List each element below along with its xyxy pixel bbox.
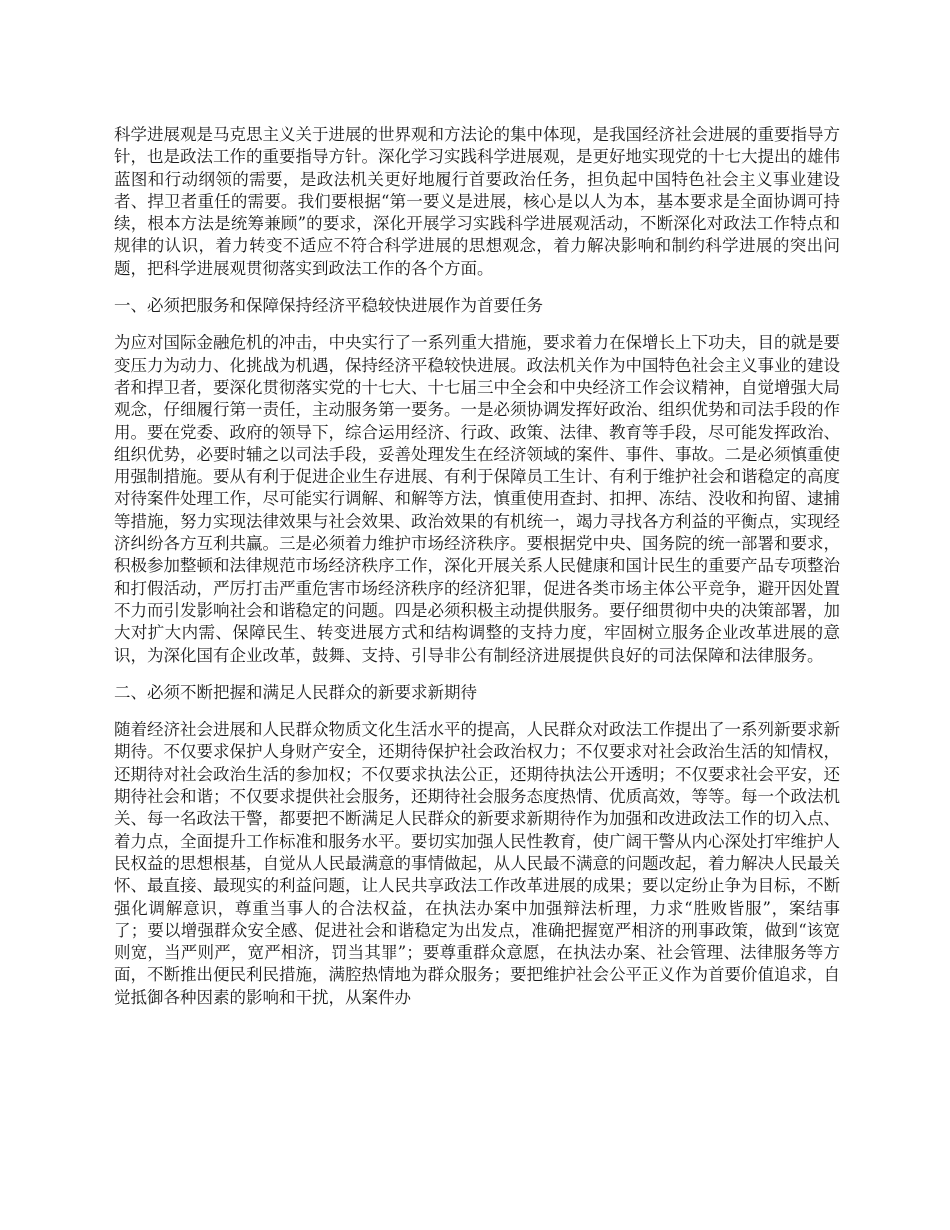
section-heading-2: 二、必须不断把握和满足人民群众的新要求新期待 [114,682,477,702]
paragraph-section-2: 随着经济社会进展和人民群众物质文化生活水平的提高，人民群众对政法工作提出了一系列新要求新期待。不仅要求保护人身财产安全，还期待保护社会政治权力；不仅要求对社会政治生活的知情权，还期待对社会政治生活的参加权；不仅要求执法公正，还期待执法公开透明；不仅要求社会平安，还期待社会和谐；不仅要求提供社会服务，还期待社会服务态度热情、优质高效，等等。每一个政法机关、每一名政法干警，都要把不断满足人民群众的新要求新期待作为加强和改进政法工作的切入点、着力点，全面提升工作标准和服务水平。要切实加强人民性教育，使广阔干警从内心深处打牢维护人民权益的思想根基，自觉从人民最满意的事情做起，从人民最不满意的问题改起，着力解决人民最关怀、最直接、最现实的利益问题，让人民共享政法工作改革进展的成果；要以定纷止争为目标，不断强化调解意识，尊重当事人的合法权益，在执法办案中加强辩法析理，力求“胜败皆服”，案结事了；要以增强群众安全感、促进社会和谐稳定为出发点，准确把握宽严相济的刑事政策，做到“该宽则宽，当严则严，宽严相济，罚当其罪”；要尊重群众意愿，在执法办案、社会管理、法律服务等方面，不断推出便民利民措施，满腔热情地为群众服务；要把维护社会公平正义作为首要价值追求，自觉抵御各种因素的影响和干扰，从案件办 [114,720,840,1007]
paragraph-intro: 科学进展观是马克思主义关于进展的世界观和方法论的集中体现，是我国经济社会进展的重要指导方针，也是政法工作的重要指导方针。深化学习实践科学进展观，是更好地实现党的十七大提出的雄伟蓝图和行动纲领的需要，是政法机关更好地履行首要政治任务，担负起中国特色社会主义事业建设者、捍卫者重任的需要。我们要根据“第一要义是进展，核心是以人为本，基本要求是全面协调可持续，根本方法是统筹兼顾”的要求，深化开展学习实践科学进展观活动，不断深化对政法工作特点和规律的认识，着力转变不适应不符合科学进展的思想观念，着力解决影响和制约科学进展的突出问题，把科学进展观贯彻落实到政法工作的各个方面。 [114,125,840,278]
document-page [114,124,840,1024]
section-heading-1: 一、必须把服务和保障保持经济平稳较快进展作为首要任务 [114,296,543,316]
paragraph-section-1: 为应对国际金融危机的冲击，中央实行了一系列重大措施，要求着力在保增长上下功夫，目的就是要变压力为动力、化挑战为机遇，保持经济平稳较快进展。政法机关作为中国特色社会主义事业的建设者和捍卫者，要深化贯彻落实党的十七大、十七届三中全会和中央经济工作会议精神，自觉增强大局观念，仔细履行第一责任，主动服务第一要务。一是必须协调发挥好政治、组织优势和司法手段的作用。要在党委、政府的领导下，综合运用经济、行政、政策、法律、教育等手段，尽可能发挥政治、组织优势，必要时辅之以司法手段，妥善处理发生在经济领域的案件、事件、事故。二是必须慎重使用强制措施。要从有利于促进企业生存进展、有利于保障员工生计、有利于维护社会和谐稳定的高度对待案件处理工作，尽可能实行调解、和解等方法，慎重使用查封、扣押、冻结、没收和拘留、逮捕等措施，努力实现法律效果与社会效果、政治效果的有机统一，竭力寻找各方利益的平衡点，实现经济纠纷各方互利共赢。三是必须着力维护市场经济秩序。要根据党中央、国务院的统一部署和要求，积极参加整顿和法律规范市场经济秩序工作，深化开展关系人民健康和国计民生的重要产品专项整治和打假活动，严厉打击严重危害市场经济秩序的经济犯罪，促进各类市场主体公平竞争，避开因处置不力而引发影响社会和谐稳定的问题。四是必须积极主动提供服务。要仔细贯彻中央的决策部署，加大对扩大内需、保障民生、转变进展方式和结构调整的支持力度，牢固树立服务企业改革进展的意识，为深化国有企业改革，鼓舞、支持、引导非公有制经济进展提供良好的司法保障和法律服务。 [114,333,840,665]
